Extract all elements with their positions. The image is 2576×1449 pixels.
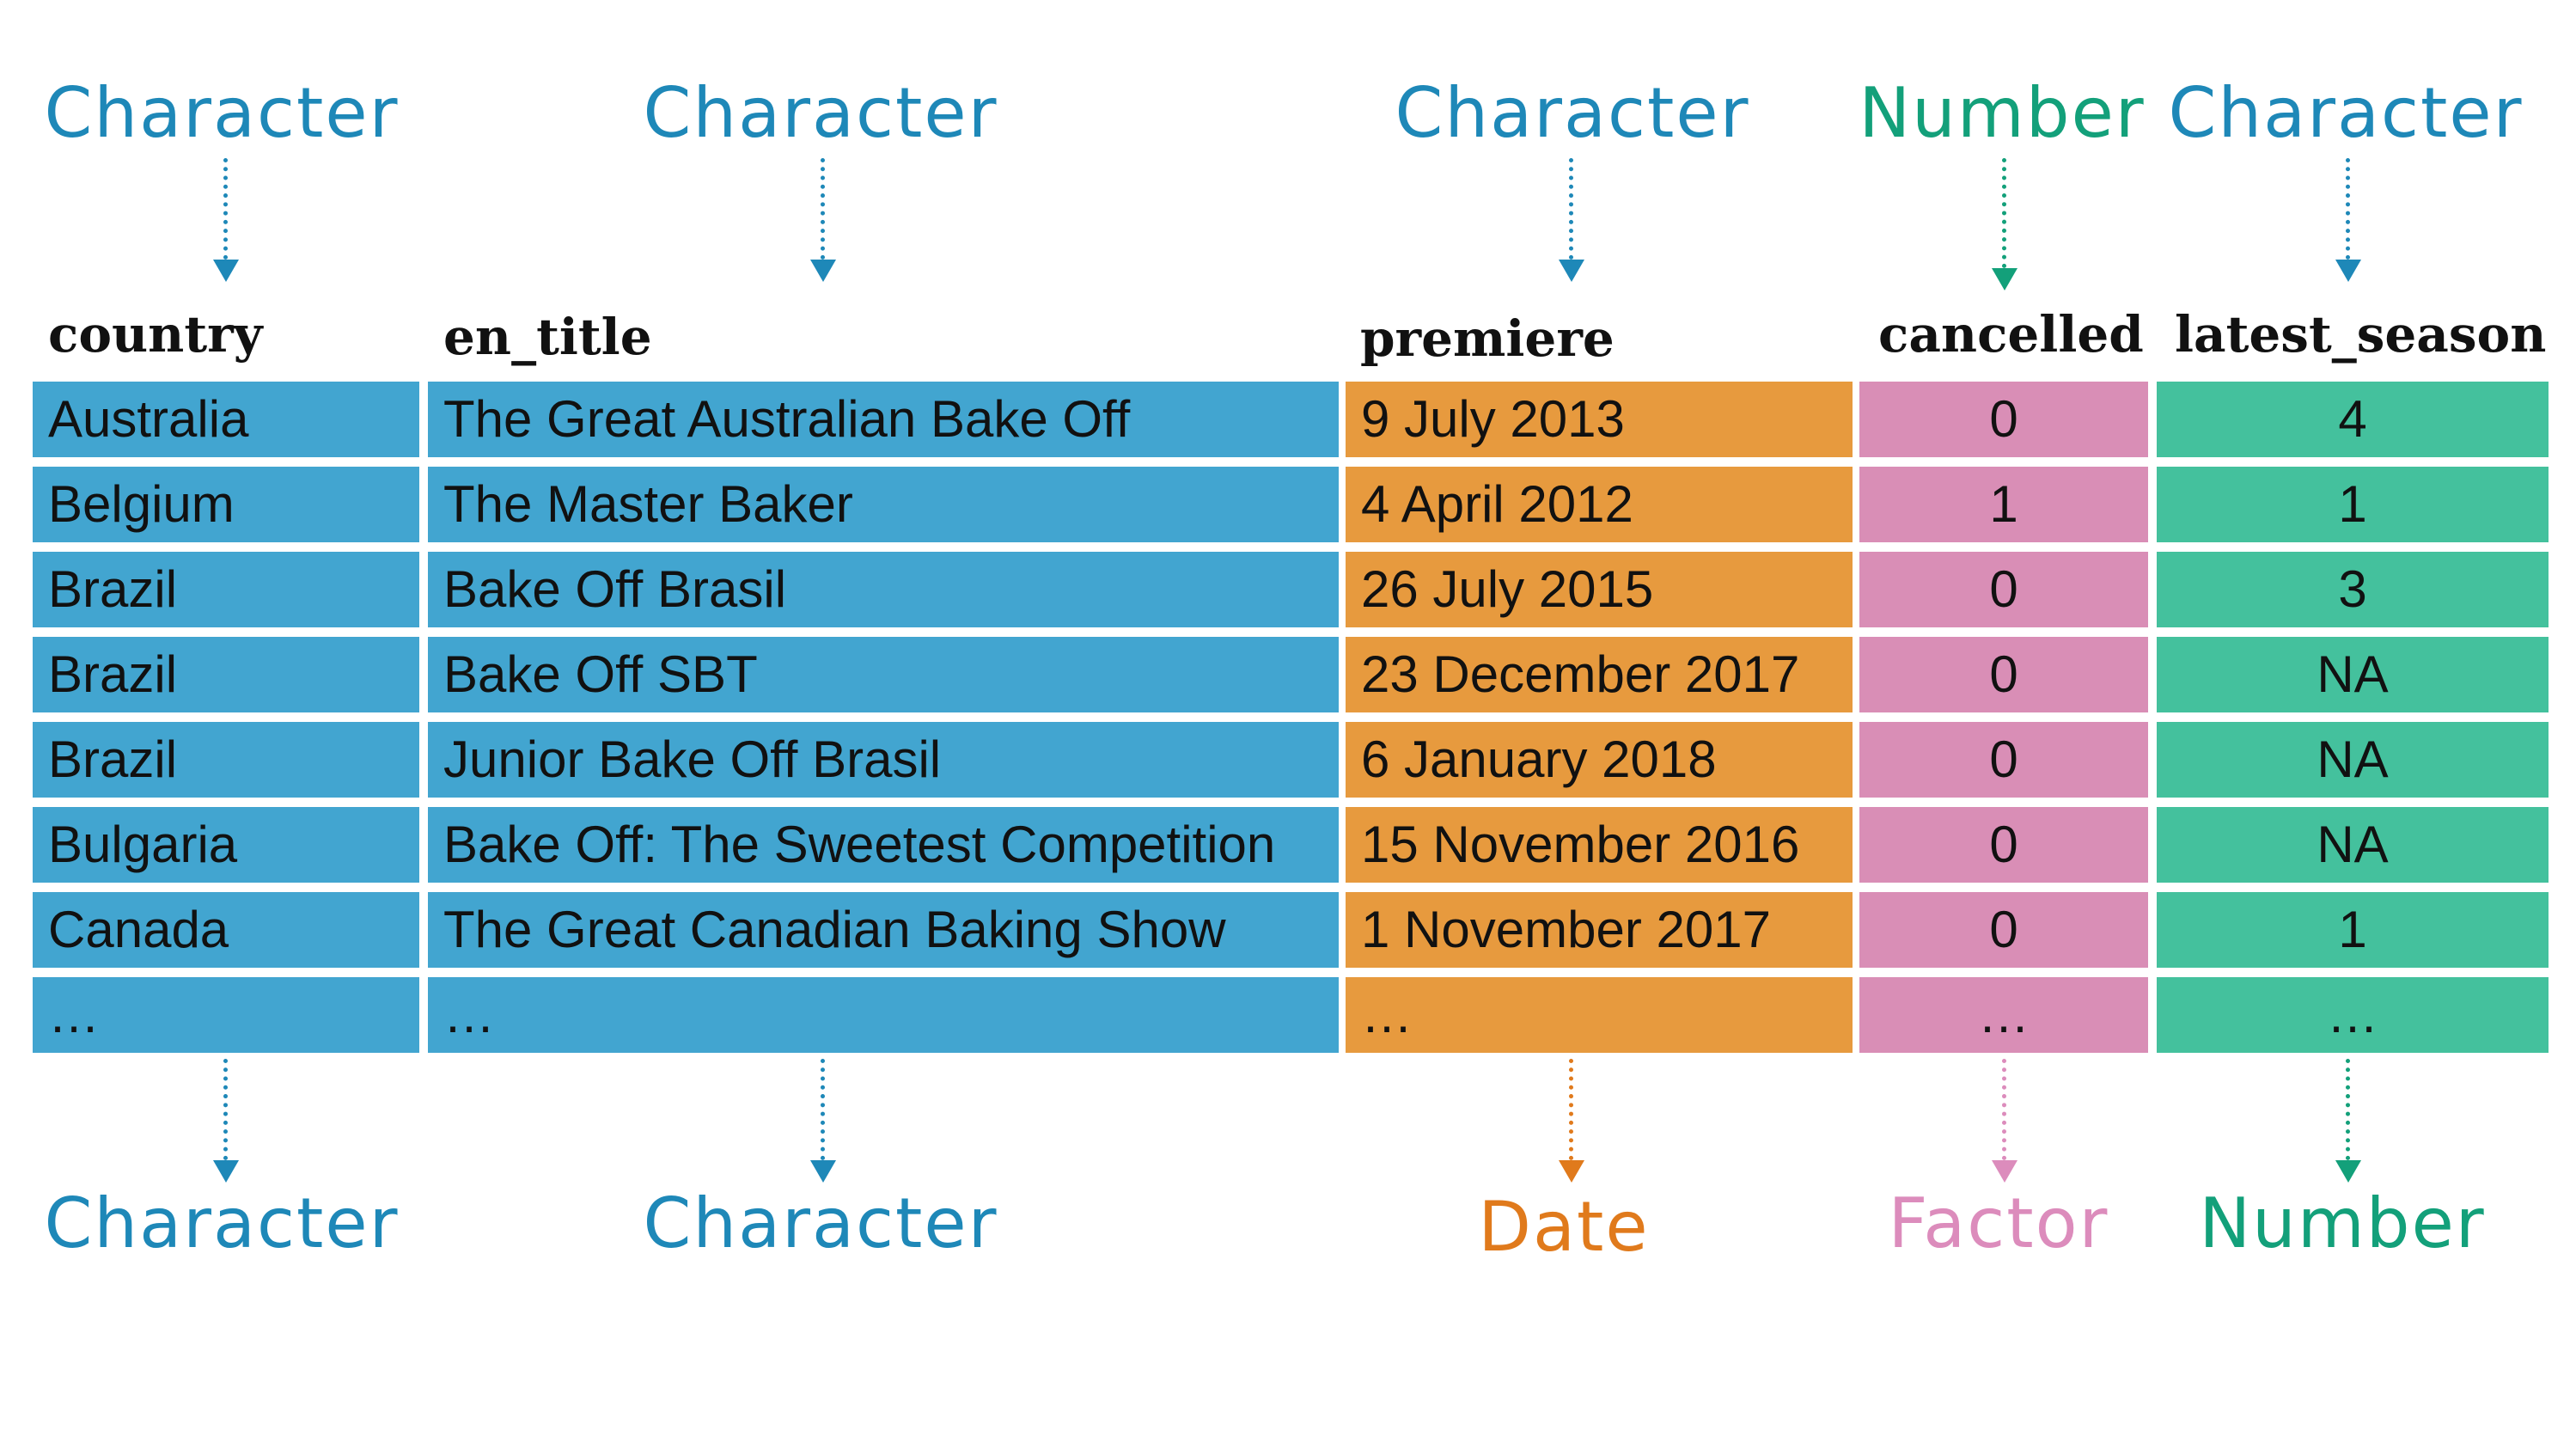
cell-cancelled-3: 0: [1859, 637, 2148, 712]
cell-country-3: Brazil: [33, 637, 419, 712]
cell-latest-season-5: NA: [2157, 807, 2549, 883]
cell-cancelled-5: 0: [1859, 807, 2148, 883]
cell-en-title-6: The Great Canadian Baking Show: [428, 892, 1339, 968]
cell-latest-season-1: 1: [2157, 467, 2549, 542]
cell-cancelled-1: 1: [1859, 467, 2148, 542]
cell-en-title-5: Bake Off: The Sweetest Competition: [428, 807, 1339, 883]
cell-country-6: Canada: [33, 892, 419, 968]
cell-country-0: Australia: [33, 382, 419, 457]
cell-cancelled-4: 0: [1859, 722, 2148, 798]
cell-en-title-1: The Master Baker: [428, 467, 1339, 542]
cell-latest-season-7: …: [2157, 977, 2549, 1053]
header-country: country: [48, 305, 263, 364]
cell-country-1: Belgium: [33, 467, 419, 542]
cell-en-title-2: Bake Off Brasil: [428, 552, 1339, 627]
cell-country-4: Brazil: [33, 722, 419, 798]
bottom-type-latest-season: Number: [2199, 1183, 2486, 1263]
cell-en-title-3: Bake Off SBT: [428, 637, 1339, 712]
cell-premiere-1: 4 April 2012: [1346, 467, 1853, 542]
cell-premiere-7: …: [1346, 977, 1853, 1053]
top-type-cancelled: Number: [1859, 73, 2146, 153]
header-premiere: premiere: [1360, 309, 1615, 368]
bottom-type-premiere: Date: [1478, 1187, 1650, 1267]
header-latest-season: latest_season: [2175, 305, 2547, 364]
bottom-type-cancelled: Factor: [1888, 1183, 2109, 1263]
cell-cancelled-7: …: [1859, 977, 2148, 1053]
cell-en-title-7: …: [428, 977, 1339, 1053]
cell-premiere-2: 26 July 2015: [1346, 552, 1853, 627]
cell-latest-season-4: NA: [2157, 722, 2549, 798]
cell-cancelled-6: 0: [1859, 892, 2148, 968]
top-type-premiere: Character: [1395, 73, 1750, 153]
cell-latest-season-0: 4: [2157, 382, 2549, 457]
header-cancelled: cancelled: [1878, 305, 2144, 364]
cell-latest-season-6: 1: [2157, 892, 2549, 968]
cell-en-title-0: The Great Australian Bake Off: [428, 382, 1339, 457]
top-type-en-title: Character: [643, 73, 998, 153]
cell-premiere-4: 6 January 2018: [1346, 722, 1853, 798]
cell-premiere-6: 1 November 2017: [1346, 892, 1853, 968]
cell-country-2: Brazil: [33, 552, 419, 627]
cell-cancelled-2: 0: [1859, 552, 2148, 627]
cell-latest-season-3: NA: [2157, 637, 2549, 712]
cell-premiere-3: 23 December 2017: [1346, 637, 1853, 712]
top-type-latest-season: Character: [2168, 73, 2524, 153]
header-en-title: en_title: [443, 308, 652, 366]
cell-latest-season-2: 3: [2157, 552, 2549, 627]
top-type-country: Character: [44, 73, 400, 153]
cell-en-title-4: Junior Bake Off Brasil: [428, 722, 1339, 798]
bottom-type-en-title: Character: [643, 1183, 998, 1263]
cell-premiere-5: 15 November 2016: [1346, 807, 1853, 883]
cell-cancelled-0: 0: [1859, 382, 2148, 457]
bottom-type-country: Character: [44, 1183, 400, 1263]
cell-country-7: …: [33, 977, 419, 1053]
cell-country-5: Bulgaria: [33, 807, 419, 883]
cell-premiere-0: 9 July 2013: [1346, 382, 1853, 457]
